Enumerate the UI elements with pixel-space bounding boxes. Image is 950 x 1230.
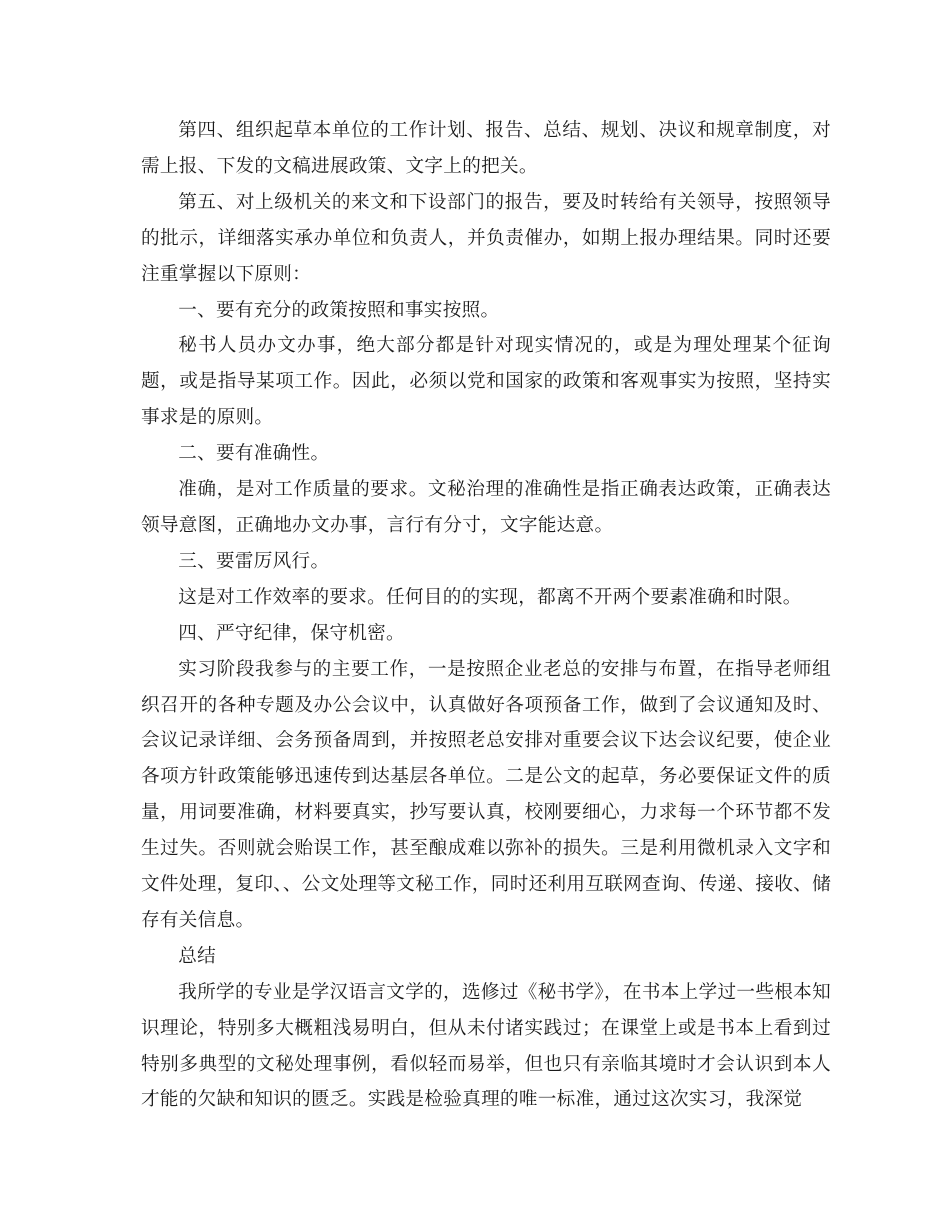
paragraph-internship-work: 实习阶段我参与的主要工作，一是按照企业老总的安排与布置，在指导老师组织召开的各种专题及办公会议中，认真做好各项预备工作，做到了会议通知及时、会议记录详细、会务预备周到，并按照老总安排对重要会议下达会议纪要，使企业各项方针政策能够迅速传到达基层各单位。二是公文的起草，务必要保证文件的质量，用词要准确，材料要真实，抄写要认真，校刚要细心，力求每一个环节都不发生过失。否则就会贻误工作，甚至酿成难以弥补的损失。三是利用微机录入文字和文件处理，复印、、公文处理等文秘工作，同时还利用互联网查询、传递、接收、储存有关信息。: [141, 658, 831, 931]
document-body: [141, 113, 831, 1118]
heading-summary: 总结: [178, 945, 216, 967]
paragraph-summary: 我所学的专业是学汉语言文学的，选修过《秘书学》，在书本上学过一些根本知识理论，特别多大概粗浅易明白，但从未付诸实践过；在课堂上或是书本上看到过特别多典型的文秘处理事例，看似轻而易举，但也只有亲临其境时才会认识到本人才能的欠缺和知识的匮乏。实践是检验真理的唯一标准，通过这次实习，我深觉: [141, 981, 831, 1111]
heading-principle-four: 四、严守纪律，保守机密。: [178, 622, 405, 644]
paragraph-principle-two: 准确，是对工作质量的要求。文秘治理的准确性是指正确表达政策，正确表达领导意图，正确地办文办事，言行有分寸，文字能达意。: [141, 479, 831, 536]
paragraph-duty-five: 第五、对上级机关的来文和下设部门的报告，要及时转给有关领导，按照领导的批示，详细落实承办单位和负责人，并负责催办，如期上报办理结果。同时还要注重掌握以下原则：: [141, 191, 831, 285]
paragraph-principle-one: 秘书人员办文办事，绝大部分都是针对现实情况的，或是为理处理某个征询题，或是指导某项工作。因此，必须以党和国家的政策和客观事实为按照，坚持实事求是的原则。: [141, 335, 831, 429]
heading-principle-two: 二、要有准确性。: [178, 443, 330, 465]
paragraph-duty-four: 第四、组织起草本单位的工作计划、报告、总结、规划、决议和规章制度，对需上报、下发的文稿进展政策、文字上的把关。: [141, 120, 831, 177]
heading-principle-three: 三、要雷厉风行。: [178, 550, 330, 572]
paragraph-principle-three: 这是对工作效率的要求。任何目的的实现，都离不开两个要素准确和时限。: [178, 586, 802, 608]
heading-principle-one: 一、要有充分的政策按照和事实按照。: [178, 299, 500, 321]
